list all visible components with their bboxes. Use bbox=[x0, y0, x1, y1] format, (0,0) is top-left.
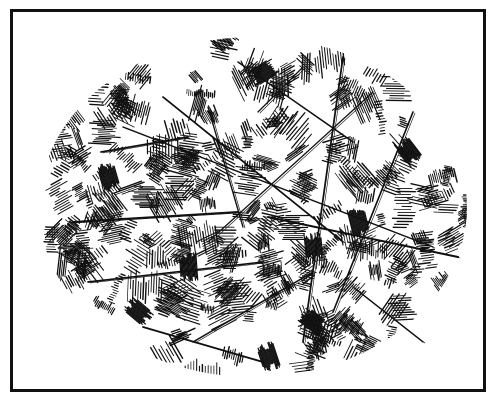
crystal-texture-illustration bbox=[13, 12, 483, 389]
figure-frame bbox=[10, 9, 486, 392]
hatched-crystal-field bbox=[43, 30, 476, 383]
